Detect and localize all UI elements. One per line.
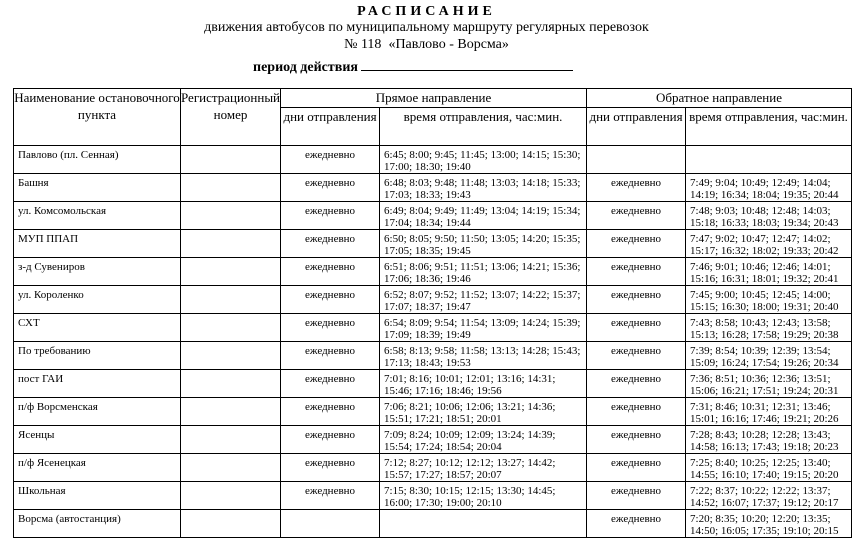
stop-name-cell: п/ф Ворсменская xyxy=(14,398,181,426)
reverse-times-cell: 7:45; 9:00; 10:45; 12:45; 14:00; 15:15; 16:30; 18:00; 19:31; 20:40 xyxy=(686,286,852,314)
reverse-times-cell: 7:31; 8:46; 10:31; 12:31; 13:46; 15:01; 16:16; 17:46; 19:21; 20:26 xyxy=(686,398,852,426)
table-row xyxy=(14,258,852,286)
reverse-days-cell: ежедневно xyxy=(587,510,686,538)
reverse-days-cell: ежедневно xyxy=(587,314,686,342)
reverse-times-cell: 7:36; 8:51; 10:36; 12:36; 13:51; 15:06; 16:21; 17:51; 19:24; 20:31 xyxy=(686,370,852,398)
header-forward-time: время отправления, час:мин. xyxy=(380,108,587,146)
table-row xyxy=(14,426,852,454)
forward-days-cell: ежедневно xyxy=(281,398,380,426)
forward-times-cell: 6:58; 8:13; 9:58; 11:58; 13:13; 14:28; 15:43; 17:13; 18:43; 19:53 xyxy=(380,342,587,370)
forward-days-cell: ежедневно xyxy=(281,314,380,342)
table-row xyxy=(14,398,852,426)
forward-times-cell: 6:51; 8:06; 9:51; 11:51; 13:06; 14:21; 15:36; 17:06; 18:36; 19:46 xyxy=(380,258,587,286)
reg-number-cell xyxy=(181,454,281,482)
table-row xyxy=(14,314,852,342)
stop-name-cell: СХТ xyxy=(14,314,181,342)
reg-number-cell xyxy=(181,258,281,286)
reverse-times-cell: 7:46; 9:01; 10:46; 12:46; 14:01; 15:16; 16:31; 18:01; 19:32; 20:41 xyxy=(686,258,852,286)
document-title: РАСПИСАНИЕ xyxy=(357,4,496,19)
forward-days-cell: ежедневно xyxy=(281,258,380,286)
table-row xyxy=(14,342,852,370)
stop-name-cell: ул. Комсомольская xyxy=(14,202,181,230)
reg-number-cell xyxy=(181,146,281,174)
reg-number-cell xyxy=(181,202,281,230)
reverse-days-cell: ежедневно xyxy=(587,482,686,510)
header-reg-number: Регистрационный номер xyxy=(181,89,281,146)
reverse-days-cell: ежедневно xyxy=(587,370,686,398)
forward-times-cell: 6:52; 8:07; 9:52; 11:52; 13:07; 14:22; 15:37; 17:07; 18:37; 19:47 xyxy=(380,286,587,314)
table-row xyxy=(14,370,852,398)
header-forward-days: дни отправления xyxy=(281,108,380,146)
reg-number-cell xyxy=(181,370,281,398)
stop-name-cell: пост ГАИ xyxy=(14,370,181,398)
document-subtitle: движения автобусов по муниципальному маршруту регулярных перевозок xyxy=(204,20,649,35)
reg-number-cell xyxy=(181,286,281,314)
reg-number-cell xyxy=(181,342,281,370)
forward-days-cell: ежедневно xyxy=(281,342,380,370)
header-stop-name: Наименование остановочного пункта xyxy=(14,89,181,146)
stop-name-cell: Школьная xyxy=(14,482,181,510)
stop-name-cell: з-д Сувениров xyxy=(14,258,181,286)
reg-number-cell xyxy=(181,314,281,342)
reverse-days-cell: ежедневно xyxy=(587,174,686,202)
stop-name-cell: Ясенцы xyxy=(14,426,181,454)
validity-period xyxy=(253,57,573,76)
reverse-times-cell: 7:20; 8:35; 10:20; 12:20; 13:35; 14:50; 16:05; 17:35; 19:10; 20:15 xyxy=(686,510,852,538)
stop-name-cell: МУП ППАП xyxy=(14,230,181,258)
reverse-times-cell: 7:43; 8:58; 10:43; 12:43; 13:58; 15:13; 16:28; 17:58; 19:29; 20:38 xyxy=(686,314,852,342)
table-row xyxy=(14,286,852,314)
reverse-times-cell: 7:48; 9:03; 10:48; 12:48; 14:03; 15:18; 16:33; 18:03; 19:34; 20:43 xyxy=(686,202,852,230)
forward-days-cell: ежедневно xyxy=(281,230,380,258)
reg-number-cell xyxy=(181,174,281,202)
reverse-times-cell: 7:49; 9:04; 10:49; 12:49; 14:04; 14:19; 16:34; 18:04; 19:35; 20:44 xyxy=(686,174,852,202)
schedule-table xyxy=(13,88,852,538)
reverse-days-cell: ежедневно xyxy=(587,230,686,258)
forward-times-cell: 7:01; 8:16; 10:01; 12:01; 13:16; 14:31; 15:46; 17:16; 18:46; 19:56 xyxy=(380,370,587,398)
reverse-days-cell: ежедневно xyxy=(587,398,686,426)
forward-days-cell: ежедневно xyxy=(281,454,380,482)
table-row xyxy=(14,174,852,202)
schedule-body xyxy=(14,146,852,538)
forward-days-cell: ежедневно xyxy=(281,174,380,202)
forward-days-cell: ежедневно xyxy=(281,482,380,510)
reverse-days-cell: ежедневно xyxy=(587,258,686,286)
reverse-days-cell: ежедневно xyxy=(587,342,686,370)
stop-name-cell: Ворсма (автостанция) xyxy=(14,510,181,538)
forward-days-cell: ежедневно xyxy=(281,426,380,454)
reg-number-cell xyxy=(181,398,281,426)
period-label: период действия xyxy=(253,60,358,75)
forward-times-cell: 6:54; 8:09; 9:54; 11:54; 13:09; 14:24; 15:39; 17:09; 18:39; 19:49 xyxy=(380,314,587,342)
header-reverse: Обратное направление xyxy=(587,89,852,108)
route-name: «Павлово - Ворсма» xyxy=(388,37,509,52)
stop-name-cell: По требованию xyxy=(14,342,181,370)
reverse-days-cell xyxy=(587,146,686,174)
reverse-times-cell: 7:25; 8:40; 10:25; 12:25; 13:40; 14:55; 16:10; 17:40; 19:15; 20:20 xyxy=(686,454,852,482)
forward-days-cell: ежедневно xyxy=(281,370,380,398)
forward-times-cell: 7:09; 8:24; 10:09; 12:09; 13:24; 14:39; 15:54; 17:24; 18:54; 20:04 xyxy=(380,426,587,454)
table-row xyxy=(14,482,852,510)
table-row xyxy=(14,202,852,230)
forward-days-cell: ежедневно xyxy=(281,202,380,230)
reverse-days-cell: ежедневно xyxy=(587,454,686,482)
table-row xyxy=(14,146,852,174)
forward-times-cell: 6:49; 8:04; 9:49; 11:49; 13:04; 14:19; 15:34; 17:04; 18:34; 19:44 xyxy=(380,202,587,230)
reg-number-cell xyxy=(181,510,281,538)
forward-days-cell: ежедневно xyxy=(281,146,380,174)
reverse-days-cell: ежедневно xyxy=(587,286,686,314)
forward-days-cell xyxy=(281,510,380,538)
table-row xyxy=(14,230,852,258)
forward-times-cell: 7:06; 8:21; 10:06; 12:06; 13:21; 14:36; 15:51; 17:21; 18:51; 20:01 xyxy=(380,398,587,426)
reverse-times-cell: 7:28; 8:43; 10:28; 12:28; 13:43; 14:58; 16:13; 17:43; 19:18; 20:23 xyxy=(686,426,852,454)
forward-times-cell: 6:50; 8:05; 9:50; 11:50; 13:05; 14:20; 15:35; 17:05; 18:35; 19:45 xyxy=(380,230,587,258)
route-number: № 118 xyxy=(344,37,382,52)
header-forward: Прямое направление xyxy=(281,89,587,108)
route-line xyxy=(0,37,853,53)
table-row xyxy=(14,510,852,538)
forward-times-cell xyxy=(380,510,587,538)
forward-times-cell: 7:15; 8:30; 10:15; 12:15; 13:30; 14:45; 16:00; 17:30; 19:00; 20:10 xyxy=(380,482,587,510)
reg-number-cell xyxy=(181,482,281,510)
stop-name-cell: п/ф Ясенецкая xyxy=(14,454,181,482)
reverse-times-cell: 7:39; 8:54; 10:39; 12:39; 13:54; 15:09; 16:24; 17:54; 19:26; 20:34 xyxy=(686,342,852,370)
header-reverse-time: время отправления, час:мин. xyxy=(686,108,852,146)
period-blank-line xyxy=(361,57,573,71)
stop-name-cell: Башня xyxy=(14,174,181,202)
forward-times-cell: 7:12; 8:27; 10:12; 12:12; 13:27; 14:42; 15:57; 17:27; 18:57; 20:07 xyxy=(380,454,587,482)
reverse-days-cell: ежедневно xyxy=(587,202,686,230)
forward-times-cell: 6:45; 8:00; 9:45; 11:45; 13:00; 14:15; 15:30; 17:00; 18:30; 19:40 xyxy=(380,146,587,174)
reverse-times-cell xyxy=(686,146,852,174)
reverse-times-cell: 7:22; 8:37; 10:22; 12:22; 13:37; 14:52; 16:07; 17:37; 19:12; 20:17 xyxy=(686,482,852,510)
header-reverse-days: дни отправления xyxy=(587,108,686,146)
stop-name-cell: ул. Короленко xyxy=(14,286,181,314)
stop-name-cell: Павлово (пл. Сенная) xyxy=(14,146,181,174)
forward-days-cell: ежедневно xyxy=(281,286,380,314)
reg-number-cell xyxy=(181,230,281,258)
forward-times-cell: 6:48; 8:03; 9:48; 11:48; 13:03; 14:18; 15:33; 17:03; 18:33; 19:43 xyxy=(380,174,587,202)
table-row xyxy=(14,454,852,482)
reg-number-cell xyxy=(181,426,281,454)
reverse-days-cell: ежедневно xyxy=(587,426,686,454)
reverse-times-cell: 7:47; 9:02; 10:47; 12:47; 14:02; 15:17; 16:32; 18:02; 19:33; 20:42 xyxy=(686,230,852,258)
